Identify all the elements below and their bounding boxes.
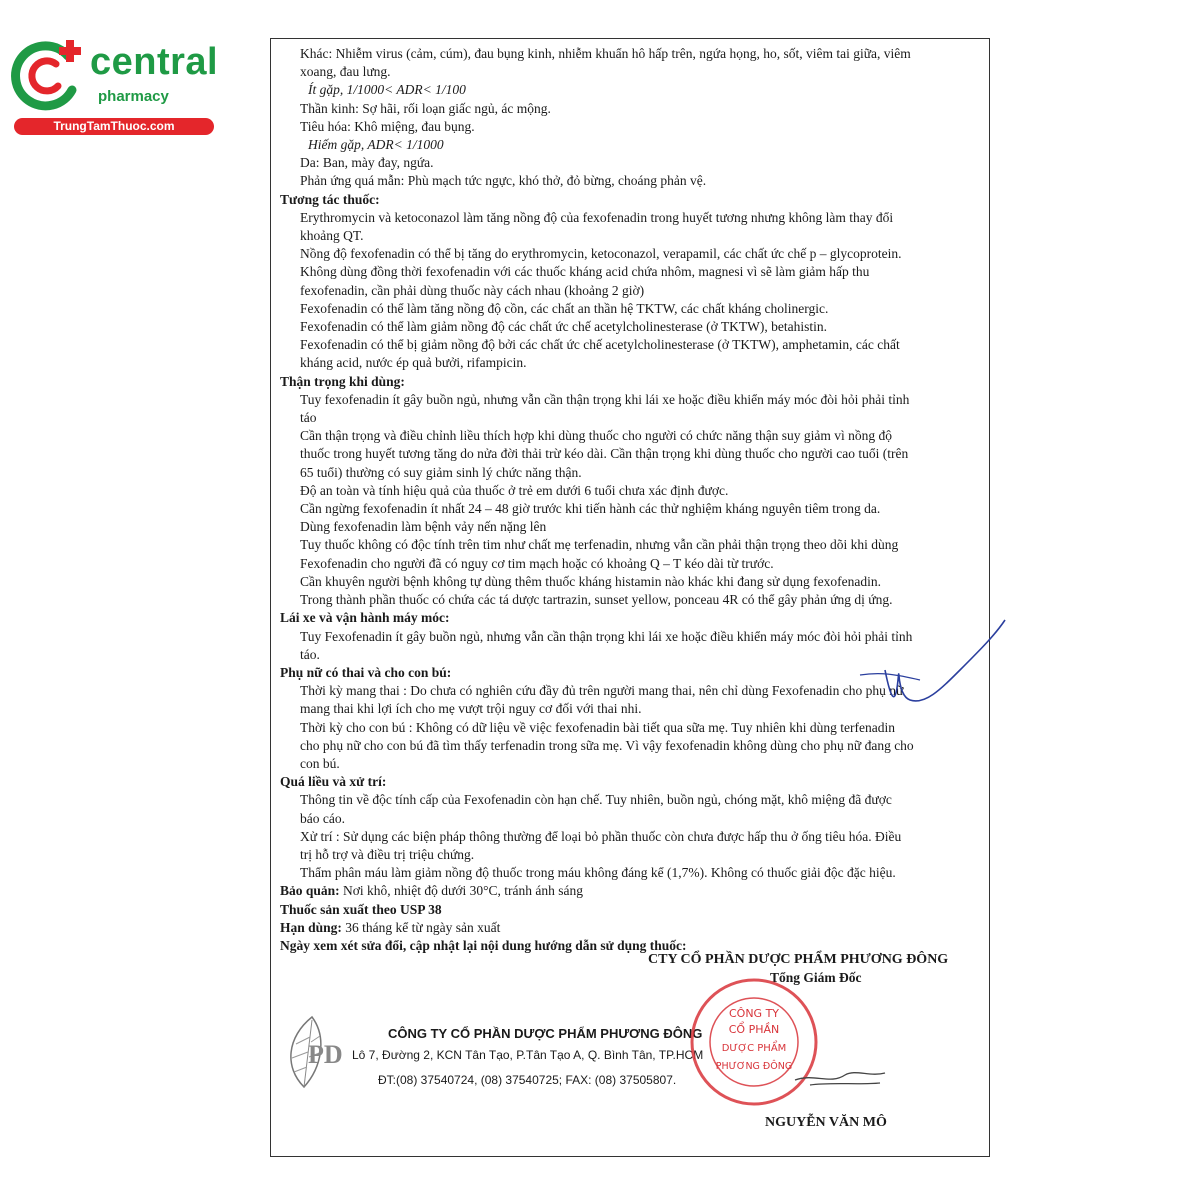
text-line: Tuy thuốc không có độc tính trên tim như chất mẹ terfenadin, nhưng vẫn cần phải thận trọng theo dõi khi dùng bbox=[300, 537, 899, 553]
signer-name: NGUYỄN VĂN MÔ bbox=[765, 1115, 887, 1130]
text-line: Nồng độ fexofenadin có thể bị tăng do erythromycin, ketoconazol, verapamil, các chất ức chế p – glycoprotein. bbox=[300, 246, 902, 262]
logo-name: central bbox=[90, 41, 219, 83]
text-line: kháng acid, nước ép quả bưởi, rifampicin. bbox=[300, 355, 527, 371]
handwritten-signature-icon bbox=[800, 600, 1010, 730]
signoff-company: CTY CỔ PHẦN DƯỢC PHẨM PHƯƠNG ĐÔNG bbox=[648, 952, 949, 967]
text-line: Xử trí : Sử dụng các biện pháp thông thường để loại bỏ phần thuốc còn chưa được hấp thu ở ống tiêu hóa. Điều bbox=[300, 828, 902, 844]
manufacturer-phone: ĐT:(08) 37540724, (08) 37540725; FAX: (08) 37505807. bbox=[378, 1073, 677, 1087]
text-line: Fexofenadin có thể bị giảm nồng độ bởi các chất ức chế acetylcholinesterase (ở TKTW), amphetamin, các chất bbox=[300, 337, 900, 353]
text-line: Thẩm phân máu làm giảm nồng độ thuốc trong máu không đáng kể (1,7%). Không có thuốc giải độc đặc hiệu. bbox=[300, 865, 896, 881]
text-line: Cần ngừng fexofenadin ít nhất 24 – 48 giờ trước khi tiến hành các thử nghiệm kháng nguyên tiêm trong da. bbox=[300, 501, 881, 517]
text-line: Fexofenadin có thể làm tăng nồng độ cồn, các chất an thần hệ TKTW, các chất kháng cholinergic. bbox=[300, 300, 829, 316]
text-line: mang thai khi lợi ích cho mẹ vượt trội nguy cơ đối với thai nhi. bbox=[300, 701, 642, 717]
text-line: Thời kỳ mang thai : Do chưa có nghiên cứu đầy đủ trên người mang thai, nên chỉ dùng Fexofenadin cho phụ nữ bbox=[300, 683, 904, 699]
text-line: con bú. bbox=[300, 755, 340, 771]
text-line: Cần khuyên người bệnh không tự dùng thêm thuốc kháng histamin nào khác khi đang sử dụng fexofenadin. bbox=[300, 573, 881, 589]
text-line: Thông tin về độc tính cấp của Fexofenadin còn hạn chế. Tuy nhiên, buồn ngủ, chóng mặt, khô miệng đã được bbox=[300, 792, 892, 808]
pd-logo-text: PD bbox=[308, 1040, 343, 1069]
section-heading: Quá liều và xử trí: bbox=[280, 774, 387, 790]
manufacturer-address: Lô 7, Đường 2, KCN Tân Tạo, P.Tân Tạo A, Q. Bình Tân, TP.HCM bbox=[352, 1048, 704, 1062]
section-heading: Thận trọng khi dùng: bbox=[280, 373, 405, 389]
section-heading: Tương tác thuốc: bbox=[280, 191, 380, 207]
text-line: Tiêu hóa: Khô miệng, đau bụng. bbox=[300, 118, 475, 134]
text-line: Hiếm gặp, ADR< 1/1000 bbox=[308, 137, 444, 153]
pharmacy-cross-logo-icon bbox=[10, 38, 90, 114]
leaflet-lines bbox=[280, 45, 980, 882]
text-line: Trong thành phần thuốc có chứa các tá dược tartrazin, sunset yellow, ponceau 4R có thể gây phản ứng dị ứng. bbox=[300, 592, 893, 608]
text-line: 65 tuổi) thường có suy giảm sinh lý chức năng thận. bbox=[300, 464, 582, 480]
stamp-line-4: PHƯƠNG ĐÔNG bbox=[715, 1061, 793, 1072]
text-line: Fexofenadin cho người đã có nguy cơ tim mạch hoặc có khoảng Q – T kéo dài từ trước. bbox=[300, 555, 774, 571]
logo-subtitle: pharmacy bbox=[98, 88, 169, 105]
text-line: Tuy Fexofenadin ít gây buồn ngủ, nhưng vẫn cần thận trọng khi lái xe hoặc điều khiển máy móc đòi hỏi phải tỉnh bbox=[300, 628, 913, 644]
text-line: Khác: Nhiễm virus (cảm, cúm), đau bụng kinh, nhiễm khuẩn hô hấp trên, ngứa họng, ho, sốt, viêm tai giữa, viêm bbox=[300, 46, 911, 61]
section-heading: Lái xe và vận hành máy móc: bbox=[280, 610, 450, 626]
text-line: Độ an toàn và tính hiệu quả của thuốc ở trẻ em dưới 6 tuổi chưa xác định được. bbox=[300, 482, 729, 498]
director-signature-icon bbox=[790, 1055, 890, 1095]
text-line: Tuy fexofenadin ít gây buồn ngủ, nhưng vẫn cần thận trọng khi lái xe hoặc điều khiển máy móc đòi hỏi phải tỉnh bbox=[300, 391, 910, 407]
document-body bbox=[280, 45, 980, 955]
text-line: Cần thận trọng và điều chỉnh liều thích hợp khi dùng thuốc cho người có chức năng thận suy giảm vì nồng độ bbox=[300, 428, 893, 444]
section-heading: Phụ nữ có thai và cho con bú: bbox=[280, 664, 452, 680]
manufacturer-name: CÔNG TY CỔ PHẦN DƯỢC PHẨM PHƯƠNG ĐÔNG bbox=[388, 1026, 703, 1041]
text-line: Thời kỳ cho con bú : Không có dữ liệu về việc fexofenadin bài tiết qua sữa mẹ. Tuy nhiên khi dùng terfenadin bbox=[300, 719, 896, 735]
revision-date-label: Ngày xem xét sửa đổi, cập nhật lại nội dung hướng dẫn sử dụng thuốc: bbox=[280, 937, 687, 953]
logo-website: TrungTamThuoc.com bbox=[14, 118, 214, 135]
text-line: Da: Ban, mày đay, ngứa. bbox=[300, 155, 434, 171]
usp-standard: Thuốc sản xuất theo USP 38 bbox=[280, 901, 442, 917]
text-line: thuốc trong huyết tương tăng do nửa đời thải trừ kéo dài. Cần thận trọng khi dùng thuốc cho người cao tuổi (trên bbox=[300, 446, 909, 462]
stamp-line-3: DƯỢC PHẨM bbox=[721, 1043, 787, 1054]
central-pharmacy-logo bbox=[10, 38, 219, 138]
expiry-line bbox=[280, 919, 980, 937]
signoff-title: Tổng Giám Đốc bbox=[770, 970, 862, 985]
stamp-line-2: CỔ PHẦN bbox=[728, 1023, 780, 1036]
text-line: Ít gặp, 1/1000< ADR< 1/100 bbox=[308, 82, 466, 98]
text-line: táo. bbox=[300, 646, 320, 662]
text-line: khoảng QT. bbox=[300, 228, 364, 244]
storage-label: Bảo quản: bbox=[280, 883, 340, 899]
text-line: fexofenadin, cần phải dùng thuốc này cách nhau (khoảng 2 giờ) bbox=[300, 282, 645, 298]
text-line: Dùng fexofenadin làm bệnh vảy nến nặng lên bbox=[300, 519, 547, 535]
text-line: Không dùng đồng thời fexofenadin với các thuốc kháng acid chứa nhôm, magnesi vì sẽ làm giảm hấp thu bbox=[300, 264, 870, 280]
text-line: Erythromycin và ketoconazol làm tăng nồng độ của fexofenadin trong huyết tương nhưng không làm thay đổi bbox=[300, 209, 894, 225]
text-line: Phản ứng quá mẫn: Phù mạch tức ngực, khó thở, đỏ bừng, choáng phản vệ. bbox=[300, 173, 707, 189]
storage-line bbox=[280, 882, 980, 900]
text-line: cho phụ nữ cho con bú đã tìm thấy terfenadin trong sữa mẹ. Vì vậy fexofenadin không dùng cho phụ nữ đang cho bbox=[300, 737, 914, 753]
text-line: Thần kinh: Sợ hãi, rối loạn giấc ngủ, ác mộng. bbox=[300, 100, 551, 116]
text-line: Fexofenadin có thể làm giảm nồng độ các chất ức chế acetylcholinesterase (ở TKTW), betahistin. bbox=[300, 319, 828, 335]
text-line: xoang, đau lưng. bbox=[300, 64, 391, 80]
text-line: trị hỗ trợ và điều trị triệu chứng. bbox=[300, 846, 475, 862]
storage-text: Nơi khô, nhiệt độ dưới 30°C, tránh ánh sáng bbox=[339, 883, 583, 899]
expiry-text: 36 tháng kể từ ngày sản xuất bbox=[341, 919, 501, 935]
expiry-label: Hạn dùng: bbox=[280, 919, 342, 935]
text-line: báo cáo. bbox=[300, 810, 345, 826]
text-line: táo bbox=[300, 410, 317, 426]
stamp-line-1: CÔNG TY bbox=[728, 1007, 780, 1020]
